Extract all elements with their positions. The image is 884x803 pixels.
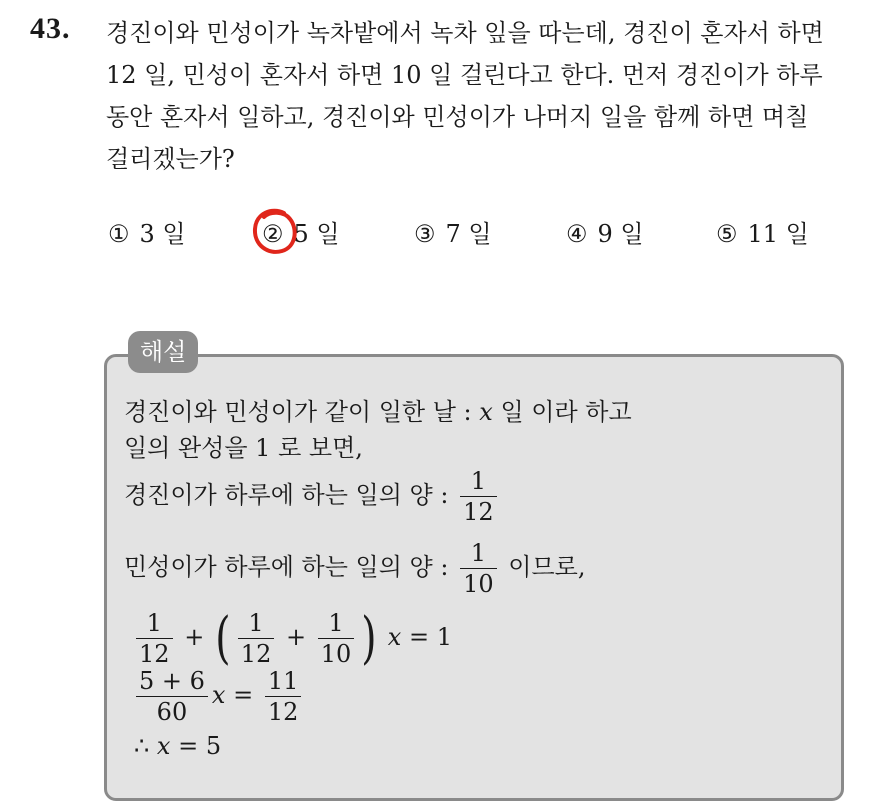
variable-x: x (156, 732, 171, 760)
choice-1-text: 3 일 (139, 220, 186, 248)
solution-text: 경진이가 하루에 하는 일의 양 : (124, 481, 449, 509)
fraction-denominator: 60 (156, 698, 188, 726)
left-paren: ( (215, 605, 231, 671)
choice-1-mark: ① (108, 220, 130, 248)
fraction-1-10 (460, 538, 497, 599)
fraction-numerator: 1 (238, 608, 275, 639)
fraction-numerator: 5 + 6 (136, 666, 208, 697)
fraction (318, 608, 355, 669)
solution-line-4 (124, 538, 585, 599)
answer-choices (0, 214, 884, 254)
choice-5-text: 11 일 (747, 220, 809, 248)
fraction-denominator: 12 (240, 640, 272, 668)
choice-4-text: 9 일 (597, 220, 644, 248)
choice-3-text: 7 일 (445, 220, 492, 248)
fraction-denominator: 12 (463, 498, 494, 526)
solution-tag: 해설 (128, 331, 198, 373)
fraction (136, 608, 173, 669)
choice-1[interactable] (108, 214, 186, 249)
solution-line-1 (124, 392, 632, 427)
equation-tail: = 1 (408, 623, 452, 651)
fraction-denominator: 12 (139, 640, 170, 668)
equals-sign: = (233, 681, 254, 709)
equation-tail: = 5 (178, 732, 222, 760)
equation-1 (132, 605, 452, 671)
question-line: 걸리겠는가? (106, 145, 235, 173)
variable-x: x (479, 398, 493, 426)
question-text (106, 12, 866, 180)
choice-3[interactable] (414, 214, 492, 249)
selected-answer-circle-icon (250, 205, 300, 260)
fraction-denominator: 10 (463, 570, 494, 598)
fraction-denominator: 12 (267, 698, 299, 726)
plus-sign: + (285, 623, 307, 651)
choice-5-mark: ⑤ (716, 220, 738, 248)
right-paren: ) (361, 605, 377, 671)
solution-text: 민성이가 하루에 하는 일의 양 : (124, 553, 449, 581)
question-number: 43. (30, 12, 71, 45)
fraction-numerator: 11 (265, 666, 302, 697)
variable-x: x (211, 681, 226, 709)
fraction-1-12 (460, 466, 497, 527)
solution-line-3 (124, 466, 501, 527)
fraction (136, 666, 208, 727)
fraction-denominator: 10 (320, 640, 352, 668)
fraction (238, 608, 275, 669)
question-line: 경진이와 민성이가 녹차밭에서 녹차 잎을 따는데, 경진이 혼자서 하면 (106, 19, 824, 47)
equation-2 (132, 666, 305, 727)
fraction-numerator: 1 (318, 608, 355, 639)
choice-4-mark: ④ (566, 220, 588, 248)
choice-2-mark: ② (262, 220, 284, 248)
fraction-numerator: 1 (460, 538, 497, 569)
solution-text: 이므로, (508, 553, 586, 581)
solution-text: 일의 완성을 1 로 보면, (124, 434, 363, 462)
solution-line-2 (124, 428, 363, 463)
fraction-numerator: 1 (136, 608, 173, 639)
choice-3-mark: ③ (414, 220, 436, 248)
question-line: 동안 혼자서 일하고, 경진이와 민성이가 나머지 일을 함께 하면 며칠 (106, 103, 809, 131)
choice-2-text: 5 일 (293, 220, 340, 248)
variable-x: x (387, 623, 402, 651)
therefore-icon: ∴ (134, 732, 150, 760)
plus-sign: + (184, 623, 205, 651)
fraction (265, 666, 302, 727)
fraction-numerator: 1 (460, 466, 497, 497)
solution-text: 경진이와 민성이가 같이 일한 날 : (124, 398, 472, 426)
equation-3 (134, 732, 221, 760)
choice-4[interactable] (566, 214, 644, 249)
solution-text: 일 이라 하고 (500, 398, 632, 426)
question-line: 12 일, 민성이 혼자서 하면 10 일 걸린다고 한다. 먼저 경진이가 하루 (106, 61, 823, 89)
choice-5[interactable] (716, 214, 809, 249)
